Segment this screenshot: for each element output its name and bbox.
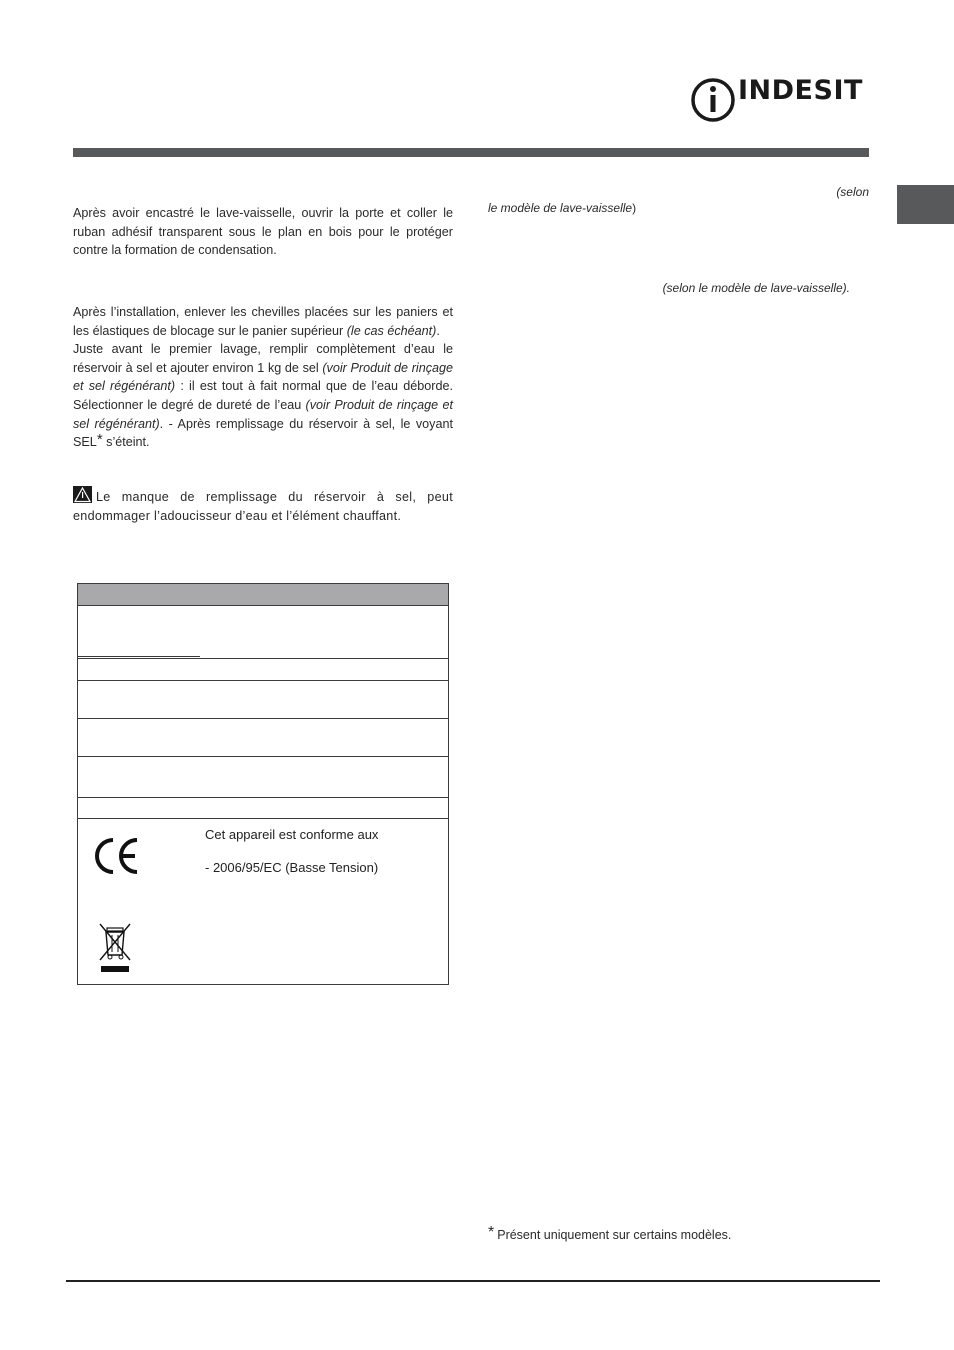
first-use-paragraph-1 xyxy=(73,303,453,340)
warning-text: Le manque de remplissage du réservoir à sel, peut endommager l’adoucisseur d’eau et l’élément chauffant. xyxy=(73,490,453,523)
header-bar xyxy=(73,148,869,157)
conformity-text-1: Cet appareil est conforme aux xyxy=(205,827,379,842)
model-note-2-text: (selon le modèle de lave-vaisselle). xyxy=(662,281,850,295)
model-note-1-part-2: le modèle de lave-vaisselle xyxy=(488,201,633,215)
warning-icon xyxy=(73,486,92,503)
indesit-logo-icon xyxy=(690,76,736,124)
weee-bin-icon xyxy=(98,922,132,974)
language-tab xyxy=(897,185,954,224)
conformity-text-2: - 2006/95/EC (Basse Tension) xyxy=(205,860,379,875)
table-row-divider xyxy=(78,818,448,819)
footer-rule xyxy=(66,1280,880,1282)
first-use-italic-3: (voir Produit de rinçage et sel régénérant) xyxy=(73,360,454,394)
first-use-section xyxy=(73,303,453,452)
table-row-divider xyxy=(78,718,448,719)
first-use-text-4: : il est tout à fait normal que de l’eau déborde. Sélectionner le degré de dureté de l’eau xyxy=(73,379,453,412)
technical-data-table xyxy=(77,583,449,985)
warning-paragraph xyxy=(73,486,453,525)
first-use-text-5: . - Après remplissage du réservoir à sel, le voyant SEL xyxy=(73,416,453,450)
table-row-divider xyxy=(78,658,448,659)
footnote xyxy=(488,1226,731,1245)
model-note-1-part-1: (selon xyxy=(836,185,869,199)
footnote-text: Présent uniquement sur certains modèles. xyxy=(497,1228,732,1242)
first-use-italic-1: (le cas échéant) xyxy=(346,323,437,338)
sel-asterisk: * xyxy=(96,431,103,449)
first-use-text-2: . xyxy=(436,323,440,338)
table-row-divider xyxy=(78,756,448,757)
footnote-asterisk: * xyxy=(488,1224,495,1241)
condensation-text: Après avoir encastré le lave-vaisselle, ouvrir la porte et coller le ruban adhésif transparent sous le plan en bois pour le protéger contre la formation de condensation. xyxy=(73,206,453,258)
brand-logo-text: INDESIT xyxy=(738,75,863,106)
model-note-1-line-2 xyxy=(488,199,869,218)
table-row-divider xyxy=(78,797,448,798)
condensation-section xyxy=(73,204,453,260)
table-row-divider xyxy=(78,680,448,681)
ce-mark-icon xyxy=(92,836,142,876)
model-note-1-close: ) xyxy=(632,201,637,215)
first-use-text-1: Après l’installation, enlever les chevilles placées sur les paniers et les élastiques de blocage sur le panier supérieur xyxy=(73,305,453,338)
table-cell-underline xyxy=(78,656,200,657)
model-note-2 xyxy=(488,279,850,298)
first-use-text-3: Juste avant le premier lavage, remplir complètement d’eau le réservoir à sel et ajouter environ 1 kg de sel xyxy=(73,342,453,375)
warning-section xyxy=(73,486,453,525)
first-use-text-6: s’éteint. xyxy=(102,435,150,450)
first-use-paragraph-2 xyxy=(73,340,453,452)
table-header xyxy=(78,584,448,606)
first-use-italic-4: (voir Produit de rinçage et sel régénérant) xyxy=(73,397,453,431)
indesit-logo xyxy=(690,76,870,124)
